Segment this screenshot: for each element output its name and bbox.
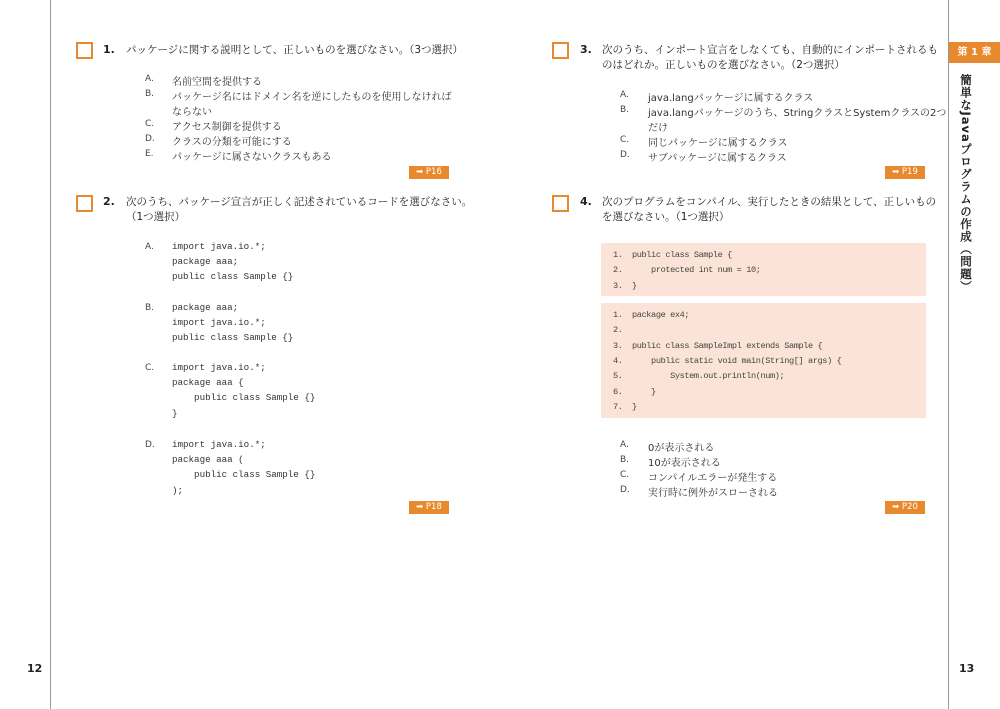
code-line: package aaa { [172, 377, 244, 389]
code-line: import java.io.*; [172, 362, 266, 373]
question-number: 4. [580, 195, 592, 208]
page-reference-button[interactable]: ➡ P18 [409, 501, 449, 514]
code-line: 3. } [613, 280, 637, 291]
question-text: を選びなさい。（1つ選択） [602, 211, 730, 223]
question-checkbox[interactable] [76, 195, 93, 212]
option-letter: C. [620, 470, 630, 480]
option-letter: C. [145, 119, 155, 129]
option-letter: A. [620, 90, 629, 100]
option-text: パッケージ名にはドメイン名を逆にしたものを使用しなければ [172, 92, 452, 103]
code-line: package aaa; [172, 256, 239, 268]
page-reference-button[interactable]: ➡ P20 [885, 501, 925, 514]
question-text: 次のプログラムをコンパイル、実行したときの結果として、正しいもの [602, 196, 937, 208]
question-checkbox[interactable] [552, 42, 569, 59]
option-letter: D. [145, 134, 155, 144]
code-line: 2. protected int num = 10; [613, 265, 761, 276]
option-text: コンパイルエラーが発生する [648, 473, 778, 484]
page-number-left: 12 [27, 662, 43, 675]
option-letter: A. [145, 74, 154, 84]
option-text: java.langパッケージのうち、StringクラスとSystemクラスの2つ [648, 108, 947, 119]
option-letter: D. [620, 485, 630, 495]
question-text: 次のうち、パッケージ宣言が正しく記述されているコードを選びなさい。 [126, 196, 473, 208]
left-margin-line [50, 0, 51, 709]
option-text: ならない [172, 107, 212, 118]
option-text: 10が表示される [648, 458, 721, 469]
option-text: アクセス制御を提供する [172, 122, 282, 133]
page-number-right: 13 [959, 662, 975, 675]
code-line: package aaa ( [172, 454, 244, 466]
code-line: package aaa; [172, 302, 239, 313]
option-text: 名前空間を提供する [172, 77, 262, 88]
code-line: 1. package ex4; [613, 310, 690, 320]
code-line: public class Sample {} [172, 271, 294, 283]
question-text: 次のうち、インポート宣言をしなくても、自動的にインポートされるも [602, 44, 938, 56]
question-text: パッケージに関する説明として、正しいものを選びなさい。（3つ選択） [126, 44, 464, 56]
question-number: 3. [580, 43, 592, 56]
option-text: java.langパッケージに属するクラス [648, 93, 814, 104]
option-letter: B. [145, 89, 155, 99]
option-letter: E. [145, 149, 154, 159]
code-line: import java.io.*; [172, 439, 266, 450]
question-text: のはどれか。正しいものを選びなさい。（2つ選択） [602, 59, 845, 71]
option-text: 実行時に例外がスローされる [648, 488, 778, 499]
code-line: ); [172, 484, 184, 496]
right-margin-line [948, 0, 949, 709]
code-line: 4. public static void main(String[] args) { [613, 355, 842, 366]
chapter-title: 簡単なJavaプログラムの作成（問題） [959, 74, 973, 293]
option-letter: D. [620, 150, 630, 160]
question-checkbox[interactable] [76, 42, 93, 59]
question-number: 1. [103, 43, 115, 56]
option-text: だけ [648, 123, 668, 134]
question-text: （1つ選択） [126, 211, 186, 223]
option-text: クラスの分類を可能にする [172, 137, 292, 148]
code-line: 6. } [613, 386, 656, 397]
option-letter: C. [145, 363, 155, 373]
code-line: import java.io.*; [172, 317, 266, 329]
option-letter: C. [620, 135, 630, 145]
code-line: 7. } [613, 401, 637, 412]
option-letter: B. [620, 455, 630, 465]
code-line: public class Sample {} [172, 392, 316, 404]
code-line: 3. public class SampleImpl extends Sample { [613, 340, 823, 351]
page-reference-button[interactable]: ➡ P16 [409, 166, 449, 179]
question-checkbox[interactable] [552, 195, 569, 212]
code-line: public class Sample {} [172, 332, 294, 344]
code-line: 1. public class Sample { [613, 250, 732, 260]
option-letter: D. [145, 440, 155, 450]
option-text: サブパッケージに属するクラス [648, 153, 787, 164]
option-text: 同じパッケージに属するクラス [648, 138, 788, 149]
code-line: public class Sample {} [172, 469, 316, 481]
code-line: import java.io.*; [172, 241, 266, 252]
page-reference-button[interactable]: ➡ P19 [885, 166, 925, 179]
option-letter: B. [620, 105, 630, 115]
option-letter: A. [620, 440, 629, 450]
code-line: 5. System.out.println(num); [613, 371, 785, 382]
question-number: 2. [103, 195, 115, 208]
option-letter: B. [145, 303, 155, 313]
option-letter: A. [145, 242, 154, 252]
option-text: パッケージに属さないクラスもある [172, 152, 332, 163]
code-line: 2. [613, 325, 623, 336]
option-text: 0が表示される [648, 443, 715, 454]
chapter-tab: 第 1 章 [949, 42, 1000, 63]
code-line: } [172, 407, 178, 419]
